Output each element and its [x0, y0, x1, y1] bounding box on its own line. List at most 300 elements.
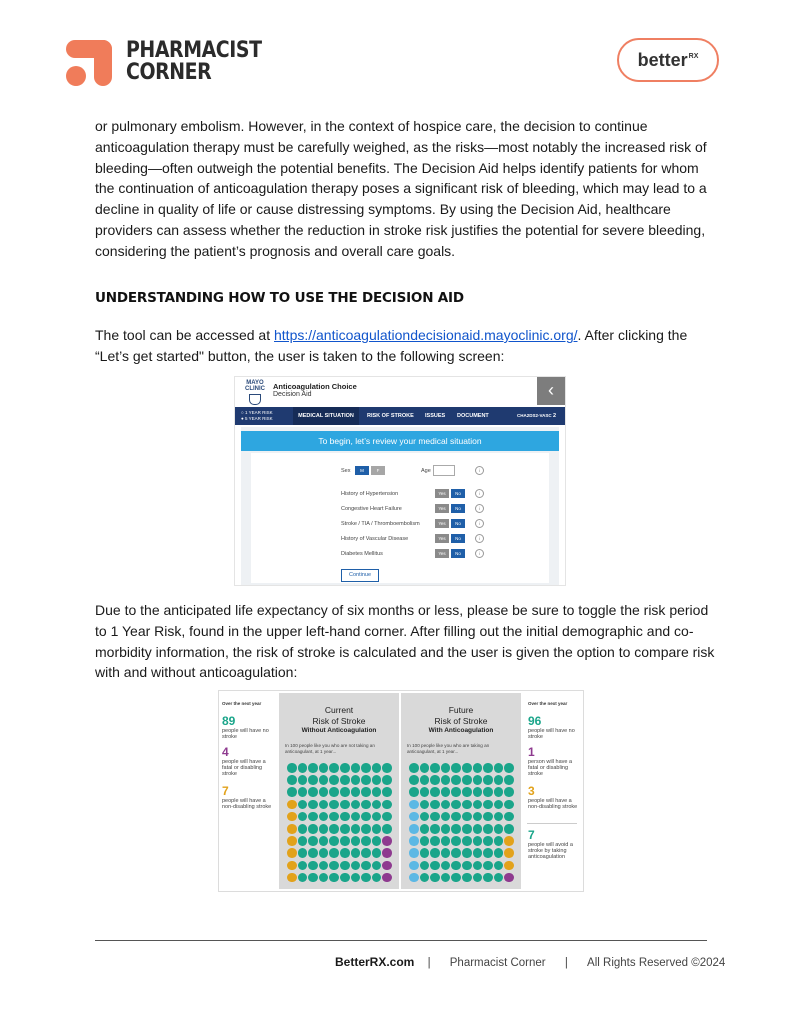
face-no-stroke-icon	[420, 787, 430, 797]
yes-toggle[interactable]: Yes	[435, 519, 449, 528]
face-no-stroke-icon	[308, 763, 318, 773]
face-no-stroke-icon	[494, 836, 504, 846]
face-no-stroke-icon	[494, 775, 504, 785]
non-disabling-count: 3	[528, 784, 535, 798]
row-label: History of Vascular Disease	[341, 536, 409, 542]
face-no-stroke-icon	[298, 775, 308, 785]
mayo-line-2: CLINIC	[245, 386, 265, 392]
face-no-stroke-icon	[340, 836, 350, 846]
face-no-stroke-icon	[441, 787, 451, 797]
back-button[interactable]	[537, 377, 565, 405]
face-non-disabling-icon	[287, 800, 297, 810]
face-no-stroke-icon	[504, 787, 514, 797]
info-icon[interactable]: i	[475, 489, 484, 498]
face-no-stroke-icon	[382, 787, 392, 797]
face-no-stroke-icon	[451, 763, 461, 773]
footer-rights: All Rights Reserved ©2024	[587, 957, 726, 969]
face-no-stroke-icon	[319, 824, 329, 834]
face-no-stroke-icon	[420, 848, 430, 858]
decision-aid-link[interactable]: https://anticoagulationdecisionaid.mayoclinic.org/	[274, 327, 578, 343]
face-no-stroke-icon	[420, 873, 430, 883]
face-no-stroke-icon	[372, 812, 382, 822]
sex-f-toggle[interactable]: F	[371, 466, 385, 475]
face-no-stroke-icon	[483, 848, 493, 858]
stroke-risk-comparison-screenshot	[218, 690, 584, 892]
yes-toggle[interactable]: Yes	[435, 504, 449, 513]
face-no-stroke-icon	[329, 848, 339, 858]
face-avoided-icon	[409, 873, 419, 883]
face-no-stroke-icon	[420, 775, 430, 785]
face-no-stroke-icon	[361, 800, 371, 810]
face-no-stroke-icon	[308, 861, 318, 871]
face-no-stroke-icon	[319, 787, 329, 797]
access-paragraph	[95, 325, 715, 367]
face-no-stroke-icon	[298, 763, 308, 773]
face-no-stroke-icon	[382, 800, 392, 810]
risk-option-1-year[interactable]: ○ 1 YEAR RISK	[241, 410, 273, 415]
future-subtitle: Risk of Stroke	[434, 716, 488, 726]
current-subtitle: Risk of Stroke	[312, 716, 366, 726]
face-no-stroke-icon	[451, 800, 461, 810]
badge-text: better	[637, 49, 688, 70]
face-no-stroke-icon	[329, 812, 339, 822]
face-no-stroke-icon	[308, 800, 318, 810]
face-no-stroke-icon	[329, 836, 339, 846]
current-summary	[219, 691, 277, 891]
face-no-stroke-icon	[361, 848, 371, 858]
face-no-stroke-icon	[451, 812, 461, 822]
face-fatal-disabling-icon	[382, 873, 392, 883]
fatal-stroke-desc: people will have a fatal or disabling stroke	[222, 759, 266, 777]
face-no-stroke-icon	[462, 836, 472, 846]
face-no-stroke-icon	[409, 775, 419, 785]
face-no-stroke-icon	[483, 824, 493, 834]
face-no-stroke-icon	[494, 812, 504, 822]
future-condition: With Anticoagulation	[428, 727, 494, 734]
face-no-stroke-icon	[462, 848, 472, 858]
face-no-stroke-icon	[409, 787, 419, 797]
face-no-stroke-icon	[340, 824, 350, 834]
info-icon[interactable]: i	[475, 504, 484, 513]
age-input[interactable]	[433, 465, 455, 476]
footer-section: Pharmacist Corner	[449, 957, 546, 969]
medical-form	[251, 453, 549, 583]
face-no-stroke-icon	[308, 775, 318, 785]
section-heading: UNDERSTANDING HOW TO USE THE DECISION AID	[95, 290, 464, 306]
face-no-stroke-icon	[287, 775, 297, 785]
face-no-stroke-icon	[504, 763, 514, 773]
face-no-stroke-icon	[361, 787, 371, 797]
face-no-stroke-icon	[351, 787, 361, 797]
face-no-stroke-icon	[298, 848, 308, 858]
tab-issues[interactable]: ISSUES	[425, 413, 446, 419]
face-no-stroke-icon	[340, 800, 350, 810]
face-avoided-icon	[409, 824, 419, 834]
info-icon[interactable]: i	[475, 519, 484, 528]
face-no-stroke-icon	[372, 763, 382, 773]
face-no-stroke-icon	[329, 861, 339, 871]
mayo-line-1: MAYO	[246, 380, 264, 386]
face-no-stroke-icon	[319, 812, 329, 822]
face-no-stroke-icon	[441, 836, 451, 846]
face-no-stroke-icon	[462, 787, 472, 797]
face-no-stroke-icon	[473, 800, 483, 810]
no-toggle[interactable]: No	[451, 489, 465, 498]
face-no-stroke-icon	[340, 812, 350, 822]
face-non-disabling-icon	[287, 848, 297, 858]
face-no-stroke-icon	[351, 775, 361, 785]
face-no-stroke-icon	[308, 787, 318, 797]
row-label: History of Hypertension	[341, 491, 399, 497]
face-no-stroke-icon	[372, 800, 382, 810]
face-no-stroke-icon	[430, 836, 440, 846]
logo-line-2: CORNER	[126, 60, 212, 85]
no-toggle[interactable]: No	[451, 519, 465, 528]
face-no-stroke-icon	[473, 873, 483, 883]
current-title: Current	[324, 705, 354, 715]
face-non-disabling-icon	[504, 848, 514, 858]
footer-separator: |	[427, 957, 431, 969]
face-no-stroke-icon	[319, 848, 329, 858]
no-toggle[interactable]: No	[451, 549, 465, 558]
face-no-stroke-icon	[298, 787, 308, 797]
access-text-post: . After clicking the “Let’s get started" button, the user is taken to the following screen:	[95, 327, 688, 364]
current-description: In 100 people like you who are not taking an anticoagulant, at 1 year...	[285, 743, 375, 754]
face-no-stroke-icon	[382, 824, 392, 834]
face-no-stroke-icon	[340, 775, 350, 785]
risk-period-paragraph: Due to the anticipated life expectancy of six months or less, please be sure to toggle the risk period to 1 Year Risk, found in the upper left-hand corner. After filling out the initial demographic and co-morbidity information, the risk of stroke is calculated and the user is given the option to compare risk with and without anticoagulation:	[95, 602, 715, 681]
face-no-stroke-icon	[351, 836, 361, 846]
face-non-disabling-icon	[287, 812, 297, 822]
betterrx-badge	[617, 38, 719, 82]
face-no-stroke-icon	[430, 861, 440, 871]
current-condition: Without Anticoagulation	[301, 727, 377, 734]
face-no-stroke-icon	[351, 824, 361, 834]
face-avoided-icon	[409, 836, 419, 846]
face-no-stroke-icon	[420, 800, 430, 810]
face-non-disabling-icon	[287, 824, 297, 834]
mayo-clinic-logo	[245, 380, 265, 405]
face-no-stroke-icon	[319, 836, 329, 846]
face-no-stroke-icon	[287, 763, 297, 773]
face-no-stroke-icon	[351, 800, 361, 810]
face-no-stroke-icon	[308, 824, 318, 834]
face-fatal-disabling-icon	[382, 836, 392, 846]
face-no-stroke-icon	[494, 763, 504, 773]
face-no-stroke-icon	[462, 861, 472, 871]
face-no-stroke-icon	[451, 836, 461, 846]
face-no-stroke-icon	[382, 763, 392, 773]
no-toggle[interactable]: No	[451, 504, 465, 513]
face-no-stroke-icon	[409, 763, 419, 773]
app-header	[235, 377, 565, 407]
row-label: Stroke / TIA / Thromboembolism	[341, 521, 420, 527]
face-fatal-disabling-icon	[382, 848, 392, 858]
panel-banner: To begin, let’s review your medical situation	[241, 431, 559, 451]
chevron-left-icon: ‹	[548, 380, 554, 400]
non-disabling-desc: people will have a non-disabling stroke	[222, 798, 272, 810]
face-no-stroke-icon	[351, 812, 361, 822]
face-avoided-icon	[409, 848, 419, 858]
future-description: In 100 people like you who are taking an anticoagulant, at 1 year...	[407, 743, 490, 754]
face-no-stroke-icon	[361, 873, 371, 883]
fatal-stroke-desc: person will have a fatal or disabling stroke	[528, 759, 573, 777]
fatal-stroke-count: 1	[528, 745, 535, 759]
face-no-stroke-icon	[319, 800, 329, 810]
face-no-stroke-icon	[430, 812, 440, 822]
face-no-stroke-icon	[361, 775, 371, 785]
face-no-stroke-icon	[494, 824, 504, 834]
face-no-stroke-icon	[451, 873, 461, 883]
face-no-stroke-icon	[473, 775, 483, 785]
face-no-stroke-icon	[361, 861, 371, 871]
face-no-stroke-icon	[308, 848, 318, 858]
face-no-stroke-icon	[298, 861, 308, 871]
face-no-stroke-icon	[308, 812, 318, 822]
fatal-stroke-count: 4	[222, 745, 229, 759]
medical-situation-panel	[241, 427, 559, 585]
info-icon[interactable]: i	[475, 549, 484, 558]
tab-risk-of-stroke[interactable]: RISK OF STROKE	[367, 413, 414, 419]
face-no-stroke-icon	[462, 824, 472, 834]
face-no-stroke-icon	[441, 861, 451, 871]
face-no-stroke-icon	[483, 812, 493, 822]
info-icon[interactable]: i	[475, 466, 484, 475]
logo-line-1: PHARMACIST	[126, 38, 262, 63]
face-no-stroke-icon	[451, 824, 461, 834]
footer-separator: |	[564, 957, 568, 969]
face-no-stroke-icon	[462, 873, 472, 883]
face-no-stroke-icon	[430, 873, 440, 883]
face-no-stroke-icon	[319, 861, 329, 871]
pharmacist-corner-logo	[66, 40, 284, 86]
face-no-stroke-icon	[382, 775, 392, 785]
face-non-disabling-icon	[287, 861, 297, 871]
face-no-stroke-icon	[319, 763, 329, 773]
face-non-disabling-icon	[504, 836, 514, 846]
face-no-stroke-icon	[372, 787, 382, 797]
face-no-stroke-icon	[473, 848, 483, 858]
yes-toggle[interactable]: Yes	[435, 489, 449, 498]
face-no-stroke-icon	[483, 800, 493, 810]
face-no-stroke-icon	[340, 848, 350, 858]
face-no-stroke-icon	[441, 812, 451, 822]
summary-header: Over the next year	[222, 701, 262, 706]
avoided-stroke-desc: people will avoid a stroke by taking anticoagulation	[528, 842, 573, 860]
face-no-stroke-icon	[329, 775, 339, 785]
page-footer	[335, 955, 725, 969]
face-no-stroke-icon	[351, 873, 361, 883]
intro-paragraph: or pulmonary embolism. However, in the context of hospice care, the decision to continue anticoagulation therapy must be carefully weighed, as the risks—most notably the increased risk of bleeding—often outweigh the potential benefits. The Decision Aid helps identify patients for whom the continuation of anticoagulation therapy poses a significant risk of bleeding, which may lead to a decline in quality of life or cause distressing symptoms. By using the Decision Aid, healthcare providers can assess whether the reduction in stroke risk justifies the potential for severe bleeding, considering the patient’s prognosis and overall care goals.	[95, 118, 707, 259]
face-no-stroke-icon	[504, 824, 514, 834]
face-no-stroke-icon	[340, 861, 350, 871]
face-no-stroke-icon	[451, 848, 461, 858]
face-no-stroke-icon	[372, 775, 382, 785]
info-icon[interactable]: i	[475, 534, 484, 543]
shield-icon	[249, 394, 261, 405]
face-no-stroke-icon	[483, 775, 493, 785]
face-no-stroke-icon	[298, 824, 308, 834]
face-no-stroke-icon	[340, 787, 350, 797]
face-no-stroke-icon	[473, 763, 483, 773]
face-no-stroke-icon	[494, 787, 504, 797]
face-no-stroke-icon	[382, 812, 392, 822]
avoided-stroke-count: 7	[528, 828, 535, 842]
face-no-stroke-icon	[420, 763, 430, 773]
risk-option-5-label: 5 YEAR RISK	[244, 416, 273, 421]
risk-option-1-label: 1 YEAR RISK	[244, 410, 273, 415]
no-stroke-desc: people will have no stroke	[528, 728, 575, 740]
current-risk-panel	[279, 693, 399, 889]
yes-toggle[interactable]: Yes	[435, 549, 449, 558]
access-text-pre: The tool can be accessed at	[95, 327, 274, 343]
face-no-stroke-icon	[287, 787, 297, 797]
face-no-stroke-icon	[329, 873, 339, 883]
face-no-stroke-icon	[473, 812, 483, 822]
face-no-stroke-icon	[351, 861, 361, 871]
face-no-stroke-icon	[298, 800, 308, 810]
face-no-stroke-icon	[308, 873, 318, 883]
face-no-stroke-icon	[430, 800, 440, 810]
face-non-disabling-icon	[287, 873, 297, 883]
summary-divider	[527, 823, 577, 824]
face-avoided-icon	[409, 800, 419, 810]
face-no-stroke-icon	[494, 861, 504, 871]
face-no-stroke-icon	[372, 873, 382, 883]
face-no-stroke-icon	[473, 861, 483, 871]
face-no-stroke-icon	[441, 800, 451, 810]
score-label: CHA2DS2-VASC	[517, 413, 552, 418]
future-title: Future	[448, 705, 474, 715]
score-value: 2	[553, 413, 557, 419]
face-no-stroke-icon	[483, 836, 493, 846]
face-no-stroke-icon	[361, 824, 371, 834]
face-no-stroke-icon	[441, 873, 451, 883]
face-no-stroke-icon	[462, 800, 472, 810]
face-fatal-disabling-icon	[382, 861, 392, 871]
footer-divider	[95, 940, 707, 941]
tab-document[interactable]: DOCUMENT	[457, 413, 489, 419]
face-no-stroke-icon	[494, 800, 504, 810]
face-no-stroke-icon	[483, 873, 493, 883]
face-no-stroke-icon	[329, 824, 339, 834]
face-no-stroke-icon	[308, 836, 318, 846]
non-disabling-count: 7	[222, 784, 229, 798]
face-no-stroke-icon	[319, 775, 329, 785]
face-no-stroke-icon	[483, 763, 493, 773]
face-no-stroke-icon	[483, 787, 493, 797]
app-title: Anticoagulation Choice	[273, 382, 357, 391]
no-toggle[interactable]: No	[451, 534, 465, 543]
face-no-stroke-icon	[451, 861, 461, 871]
face-no-stroke-icon	[372, 848, 382, 858]
face-non-disabling-icon	[287, 836, 297, 846]
face-no-stroke-icon	[441, 775, 451, 785]
face-no-stroke-icon	[372, 824, 382, 834]
face-no-stroke-icon	[441, 763, 451, 773]
no-stroke-desc: people will have no stroke	[222, 728, 269, 740]
face-no-stroke-icon	[430, 848, 440, 858]
face-no-stroke-icon	[451, 775, 461, 785]
face-no-stroke-icon	[430, 775, 440, 785]
face-no-stroke-icon	[329, 763, 339, 773]
app-nav	[235, 407, 565, 425]
face-no-stroke-icon	[462, 812, 472, 822]
row-label: Diabetes Mellitus	[341, 551, 383, 557]
non-disabling-desc: people will have a non-disabling stroke	[528, 798, 578, 810]
face-no-stroke-icon	[420, 861, 430, 871]
face-no-stroke-icon	[420, 812, 430, 822]
badge-superscript: RX	[688, 52, 699, 60]
face-no-stroke-icon	[340, 763, 350, 773]
face-no-stroke-icon	[361, 763, 371, 773]
face-no-stroke-icon	[430, 787, 440, 797]
face-no-stroke-icon	[462, 775, 472, 785]
decision-aid-screenshot	[234, 376, 566, 586]
face-no-stroke-icon	[430, 824, 440, 834]
face-no-stroke-icon	[504, 775, 514, 785]
face-no-stroke-icon	[494, 873, 504, 883]
face-no-stroke-icon	[361, 836, 371, 846]
summary-header: Over the next year	[528, 701, 568, 706]
face-no-stroke-icon	[483, 861, 493, 871]
face-no-stroke-icon	[494, 848, 504, 858]
face-no-stroke-icon	[420, 836, 430, 846]
yes-toggle[interactable]: Yes	[435, 534, 449, 543]
sex-m-toggle[interactable]: M	[355, 466, 369, 475]
no-stroke-count: 96	[528, 714, 542, 728]
no-stroke-count: 89	[222, 714, 236, 728]
face-no-stroke-icon	[504, 812, 514, 822]
row-label: Congestive Heart Failure	[341, 506, 402, 512]
logo-text	[126, 40, 262, 84]
face-no-stroke-icon	[298, 873, 308, 883]
face-no-stroke-icon	[340, 873, 350, 883]
face-no-stroke-icon	[441, 824, 451, 834]
face-no-stroke-icon	[351, 763, 361, 773]
face-no-stroke-icon	[329, 800, 339, 810]
face-no-stroke-icon	[473, 824, 483, 834]
face-avoided-icon	[409, 812, 419, 822]
face-no-stroke-icon	[420, 824, 430, 834]
face-no-stroke-icon	[298, 836, 308, 846]
face-no-stroke-icon	[319, 873, 329, 883]
face-avoided-icon	[409, 861, 419, 871]
face-no-stroke-icon	[441, 848, 451, 858]
face-no-stroke-icon	[372, 836, 382, 846]
risk-option-5-year[interactable]: ● 5 YEAR RISK	[241, 416, 273, 421]
face-no-stroke-icon	[451, 787, 461, 797]
face-non-disabling-icon	[504, 861, 514, 871]
logo-mark-icon	[66, 40, 114, 86]
future-summary	[525, 691, 583, 891]
sex-label: Sex	[341, 468, 351, 474]
face-no-stroke-icon	[329, 787, 339, 797]
future-risk-panel	[401, 693, 521, 889]
face-no-stroke-icon	[351, 848, 361, 858]
face-no-stroke-icon	[372, 861, 382, 871]
tab-medical-situation[interactable]: MEDICAL SITUATION	[293, 407, 359, 425]
age-label: Age	[421, 468, 431, 474]
face-no-stroke-icon	[504, 800, 514, 810]
face-fatal-disabling-icon	[504, 873, 514, 883]
face-no-stroke-icon	[462, 763, 472, 773]
face-no-stroke-icon	[430, 763, 440, 773]
face-no-stroke-icon	[298, 812, 308, 822]
continue-button[interactable]: Continue	[341, 569, 379, 582]
footer-brand: BetterRX.com	[335, 955, 415, 969]
face-no-stroke-icon	[473, 836, 483, 846]
